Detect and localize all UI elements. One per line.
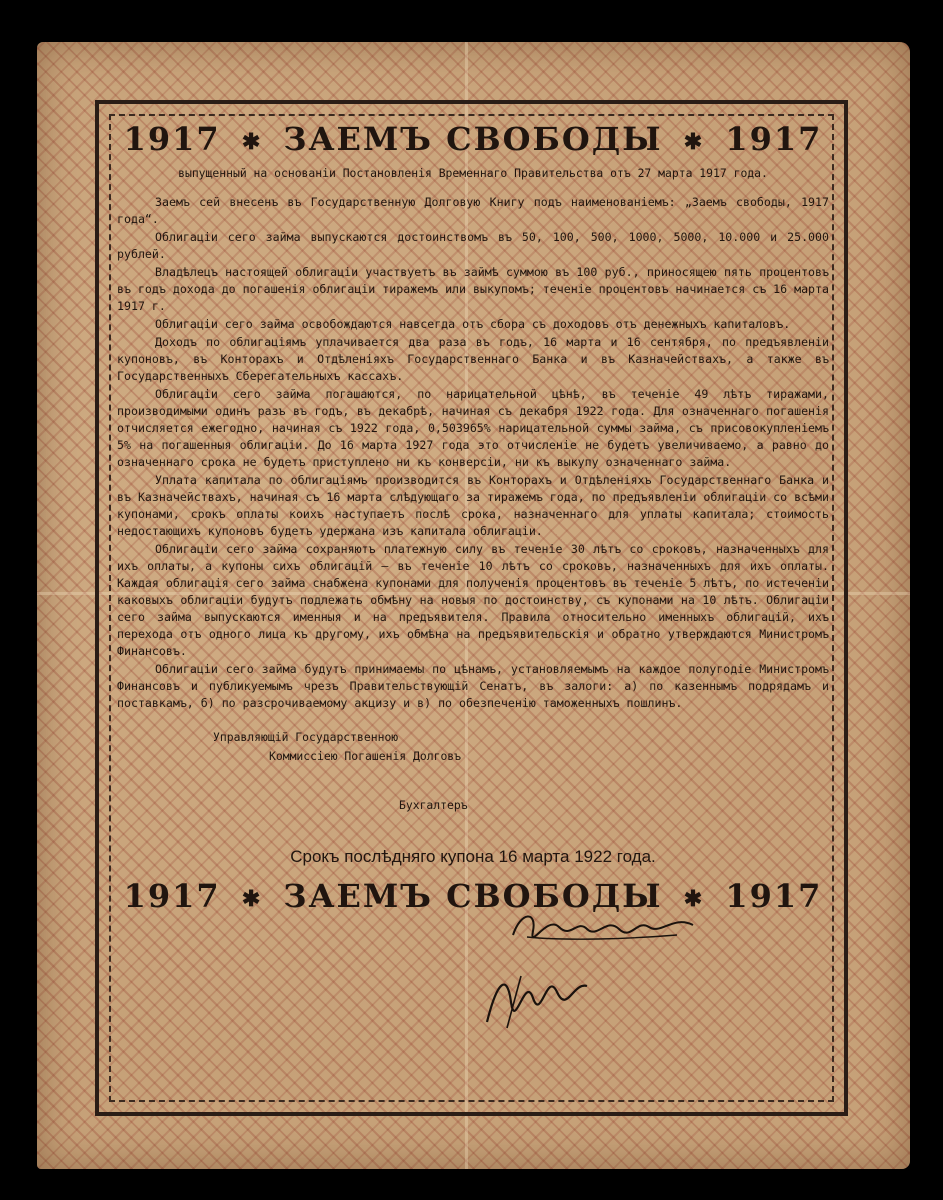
paragraph: Владѣлецъ настоящей облигацiи участвуетъ въ займѣ суммою въ 100 руб., приносящею пять процентовъ въ годъ дохода до погашенiя облигацiи тиражемъ или выкупомъ; теченiе процентовъ начинается съ 16 марта 1917 г. <box>117 265 829 313</box>
star-icon: ✱ <box>241 885 263 912</box>
footer-title <box>117 877 829 915</box>
bond-text <box>117 120 829 915</box>
accountant-signature <box>477 962 597 1032</box>
footer-year-left: 1917 <box>123 877 221 915</box>
manager-signature <box>507 905 697 945</box>
paragraph: Облигацiи сего займа погашаются, по нарицательной цѣнѣ, въ теченiе 49 лѣтъ тиражами, производимыми одинъ разъ въ годъ, въ декабрѣ, начиная съ декабря 1922 года. Для означеннаго погашенiя отчисляется ежегодно, начиная съ 1922 года, 0,503965% нарицательной суммы займа, съ присовокупленiемъ 5% на погашенныя облигацiи. До 16 марта 1927 года это отчисленiе не будетъ увеличиваемо, а равно до означеннаго срока не будетъ приступлено ни къ конверсiи, ни къ выкупу означеннаго займа. <box>117 387 829 469</box>
bond-sheet <box>37 42 910 1169</box>
header-title <box>117 120 829 158</box>
paragraph: Уплата капитала по облигацiямъ производится въ Конторахъ и Отдѣленiяхъ Государственнаго Банка и въ Казначействахъ, начиная съ 16 марта слѣдующаго за тиражемъ года, по предъявленiи облигацiи со всѣми купонами, срокъ оплаты коихъ наступаетъ послѣ срока, назначеннаго для уплаты капитала; стоимость недостающихъ купоновъ будетъ удержана изъ капитала облигацiи. <box>117 473 829 538</box>
coupon-expiry: Срокъ послѣдняго купона 16 марта 1922 года. <box>290 847 656 866</box>
paragraph: Облигацiи сего займа сохраняютъ платежную силу въ теченiе 30 лѣтъ со сроковъ, назначенныхъ для ихъ оплаты, а купоны сихъ облигацiй — въ теченiе 10 лѣтъ со сроковъ, назначенныхъ для ихъ оплаты. Каждая облигацiя сего займа снабжена купонами для полученiя процентовъ въ теченiе 5 лѣтъ, по истеченiи каковыхъ облигацiи будутъ подлежать обмѣну на новыя по достоинству, съ купонами на 10 лѣтъ. Облигацiи сего займа выпускаются именныя и на предъявителя. Правила относительно именныхъ облигацiй, ихъ перехода отъ одного лица къ другому, ихъ обмѣна на предъявительскiя и обратно утверждаются Министромъ Финансовъ. <box>117 542 829 658</box>
paragraph: Заемъ сей внесенъ въ Государственную Долговую Книгу подъ наименованiемъ: „Заемъ свободы, 1917 года“. <box>117 195 829 226</box>
footer-title-text: ЗАЕМЪ СВОБОДЫ <box>283 877 663 915</box>
signature-block <box>117 728 829 815</box>
paragraph: Облигацiи сего займа освобождаются навсегда отъ сбора съ доходовъ отъ денежныхъ капиталовъ. <box>155 317 791 331</box>
paragraph: Облигацiи сего займа будутъ принимаемы по цѣнамъ, установляемымъ на каждое полугодiе Министромъ Финансовъ и публикуемымъ чрезъ Правительствующiй Сенатъ, въ залоги: а) по казеннымъ подрядамъ и поставкамъ, б) по разсрочиваемому акцизу и в) по обезпеченiю таможенныхъ пошлинъ. <box>117 662 829 710</box>
footer-year-right: 1917 <box>725 877 823 915</box>
signature-title-line2: Коммиссiею Погашенiя Долговъ <box>269 749 462 763</box>
paragraph: Доходъ по облигацiямъ уплачивается два раза въ годъ, 16 марта и 16 сентября, по предъявленiи купоновъ, въ Конторахъ и Отдѣленiяхъ Государственнаго Банка и въ Казначействахъ, а также въ Государственныхъ Сберегательныхъ кассахъ. <box>117 335 829 383</box>
star-icon: ✱ <box>683 128 705 155</box>
header-year-left: 1917 <box>123 120 221 158</box>
header-title-text: ЗАЕМЪ СВОБОДЫ <box>283 120 663 158</box>
star-icon: ✱ <box>683 885 705 912</box>
accountant-label: Бухгалтеръ <box>399 798 468 812</box>
issued-line: выпущенный на основанiи Постановленiя Временнаго Правительства отъ 27 марта 1917 года. <box>178 166 768 180</box>
paragraph: Облигацiи сего займа выпускаются достоинствомъ въ 50, 100, 500, 1000, 5000, 10.000 и 25.000 рублей. <box>117 230 829 261</box>
star-icon: ✱ <box>241 128 263 155</box>
signature-title-line1: Управляющiй Государственною <box>213 730 399 744</box>
header-year-right: 1917 <box>725 120 823 158</box>
